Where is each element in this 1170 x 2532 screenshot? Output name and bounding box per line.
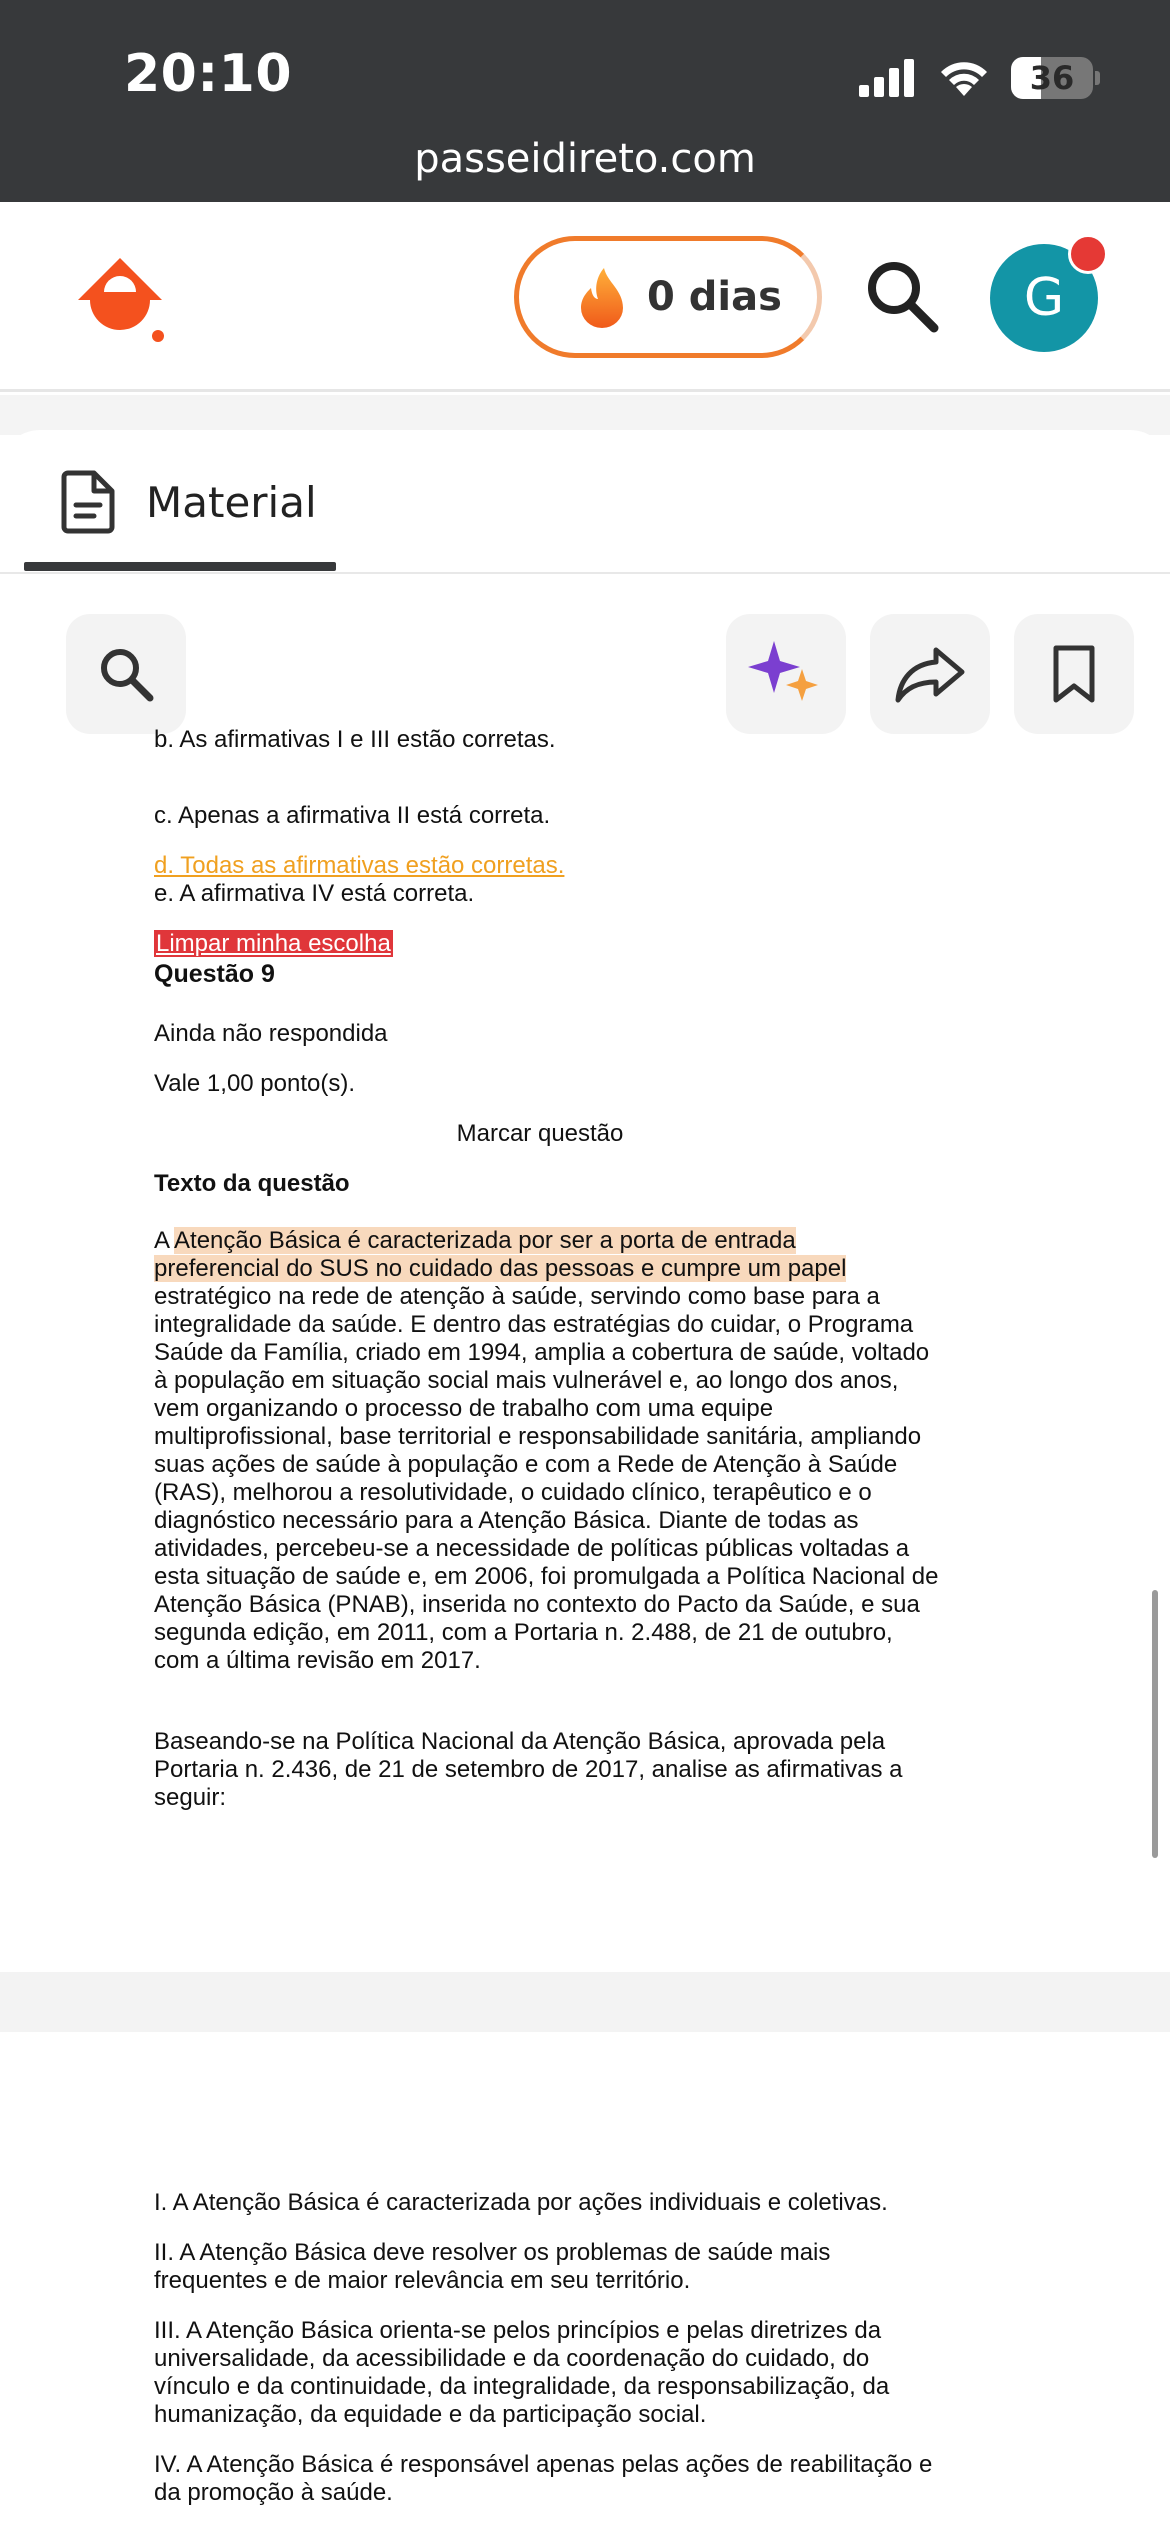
clear-choice-label: Limpar minha escolha	[156, 930, 391, 957]
statement-4: IV. A Atenção Básica é responsável apenas pelas ações de reabilitação e da promoção à saúde.	[154, 2451, 933, 2506]
question-points: Vale 1,00 ponto(s).	[154, 1070, 356, 1097]
avatar[interactable]: G	[990, 244, 1098, 352]
tab-material-label: Material	[146, 477, 317, 527]
statement-1: I. A Atenção Básica é caracterizada por ações individuais e coletivas.	[154, 2189, 888, 2216]
notification-badge	[1068, 234, 1108, 274]
statement-3: III. A Atenção Básica orienta-se pelos princípios e pelas diretrizes da universalidade, da acessibilidade e da coordenação do cuidado, do vínculo e da continuidade, da integralidade, da responsabilização, da humanização, da equidade e da participação social.	[154, 2317, 890, 2428]
sheet-gap	[0, 395, 1170, 435]
wifi-icon	[937, 58, 991, 98]
bookmark-button[interactable]	[1014, 614, 1134, 734]
question-title: Questão 9	[154, 960, 275, 988]
share-button[interactable]	[870, 614, 990, 734]
share-icon	[894, 644, 966, 704]
battery-icon: 36	[1011, 57, 1093, 99]
streak-button[interactable]	[514, 236, 822, 358]
sparkle-icon	[748, 639, 824, 709]
url-bar[interactable]: passeidireto.com	[414, 136, 756, 182]
scrollbar-thumb[interactable]	[1152, 1590, 1158, 1858]
battery-cap	[1095, 71, 1100, 85]
status-icons	[859, 56, 1100, 100]
streak-label: 0 dias	[647, 274, 782, 320]
question-paragraph-1: A Atenção Básica é caracterizada por ser a porta de entrada preferencial do SUS no cuidado das pessoas e cumpre um papel estratégico na rede de atenção à saúde, servindo como base para a integralidade da saúde. E dentro das estratégias do cuidar, o Programa Saúde da Família, criado em 1994, amplia a cobertura de saúde, voltado à população em situação social mais vulnerável e, ao longo dos anos, vem organizando o processo de trabalho com uma equipe multiprofissional, base territorial e responsabilidade sanitária, ampliando suas ações de saúde à população e com a Rede de Atenção à Saúde (RAS), melhorou a resolutividade, o cuidado clínico, terapêutico e o diagnóstico necessário para a Atenção Básica. Diante de todas as atividades, percebeu-se a necessidade de políticas públicas voltadas a esta situação de saúde e, em 2006, foi promulgada a Política Nacional de Atenção Básica (PNAB), inserida no contexto do Pacto da Saúde, e sua segunda edição, em 2011, com a Portaria n. 2.488, de 21 de outubro, com a última revisão em 2017.	[154, 1227, 939, 1674]
status-bar	[0, 0, 1170, 202]
option-c[interactable]: c. Apenas a afirmativa II está correta.	[154, 802, 551, 829]
highlighted-text: preferencial do SUS no cuidado das pessoas e cumpre um papel	[154, 1255, 847, 1282]
question-text-heading: Texto da questão	[154, 1170, 350, 1197]
option-b[interactable]: b. As afirmativas I e III estão corretas.	[154, 726, 556, 753]
highlighted-text: Atenção Básica é caracterizada por ser a porta de entrada	[174, 1227, 796, 1254]
document-icon	[60, 469, 116, 535]
option-d-selected[interactable]: d. Todas as afirmativas estão corretas.	[154, 852, 565, 879]
ai-assistant-button[interactable]	[726, 614, 846, 734]
app-header	[0, 202, 1170, 392]
bookmark-icon	[1050, 644, 1098, 704]
question-status: Ainda não respondida	[154, 1020, 388, 1047]
status-time: 20:10	[124, 44, 293, 104]
tab-underline	[24, 562, 336, 571]
passeidireto-logo-icon[interactable]	[70, 252, 170, 352]
statement-2: II. A Atenção Básica deve resolver os problemas de saúde mais frequentes e de maior relevância em seu território.	[154, 2239, 831, 2294]
search-icon	[96, 644, 156, 704]
clear-choice-link[interactable]	[154, 930, 393, 958]
cellular-signal-icon	[859, 59, 917, 97]
option-e[interactable]: e. A afirmativa IV está correta.	[154, 880, 475, 907]
flag-question-link[interactable]: Marcar questão	[456, 1120, 624, 1147]
page-break	[0, 1972, 1170, 2032]
tab-material[interactable]	[24, 430, 336, 574]
search-icon[interactable]	[862, 256, 942, 336]
flame-icon	[577, 266, 627, 328]
tab-bar	[0, 430, 1170, 574]
search-document-button[interactable]	[66, 614, 186, 734]
question-paragraph-2: Baseando-se na Política Nacional da Atenção Básica, aprovada pela Portaria n. 2.436, de 21 de setembro de 2017, analise as afirmativas a seguir:	[154, 1728, 903, 1811]
document-viewer	[0, 726, 1170, 2532]
